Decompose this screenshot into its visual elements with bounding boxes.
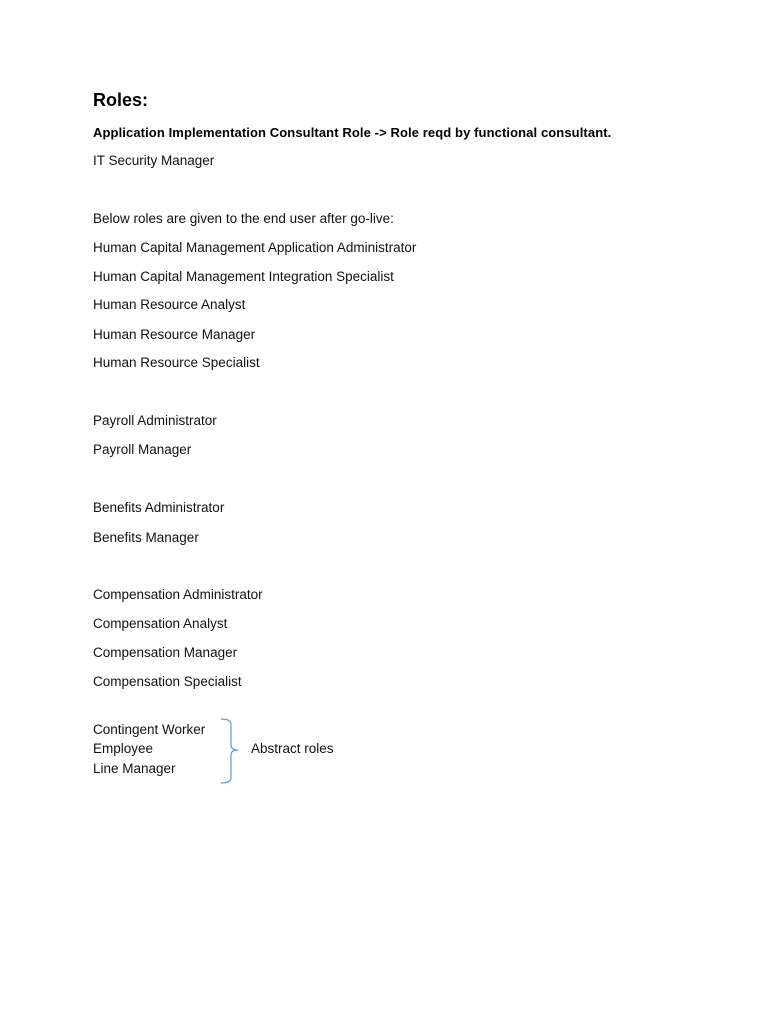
compensation-role-item: Compensation Manager: [93, 645, 238, 660]
consultant-role-line: Application Implementation Consultant Role -> Role reqd by functional consultant.: [93, 125, 612, 140]
brace-path: [221, 719, 238, 783]
compensation-role-item: Compensation Analyst: [93, 616, 228, 631]
right-brace-icon: [218, 718, 248, 784]
abstract-role-item: Line Manager: [93, 761, 176, 776]
abstract-roles-label: Abstract roles: [251, 741, 334, 756]
hcm-role-item: Human Resource Specialist: [93, 355, 260, 370]
benefits-role-item: Benefits Administrator: [93, 500, 225, 515]
payroll-role-item: Payroll Administrator: [93, 413, 217, 428]
benefits-role-item: Benefits Manager: [93, 530, 199, 545]
hcm-role-item: Human Resource Manager: [93, 327, 256, 342]
abstract-role-item: Contingent Worker: [93, 722, 206, 737]
hcm-role-item: Human Resource Analyst: [93, 297, 246, 312]
hcm-role-item: Human Capital Management Application Administrator: [93, 240, 417, 255]
end-user-intro: Below roles are given to the end user after go-live:: [93, 211, 394, 226]
hcm-role-item: Human Capital Management Integration Specialist: [93, 269, 394, 284]
security-role-line: IT Security Manager: [93, 153, 215, 168]
compensation-role-item: Compensation Administrator: [93, 587, 263, 602]
page-title: Roles:: [93, 90, 149, 110]
abstract-role-item: Employee: [93, 741, 154, 756]
compensation-role-item: Compensation Specialist: [93, 674, 242, 689]
payroll-role-item: Payroll Manager: [93, 442, 192, 457]
